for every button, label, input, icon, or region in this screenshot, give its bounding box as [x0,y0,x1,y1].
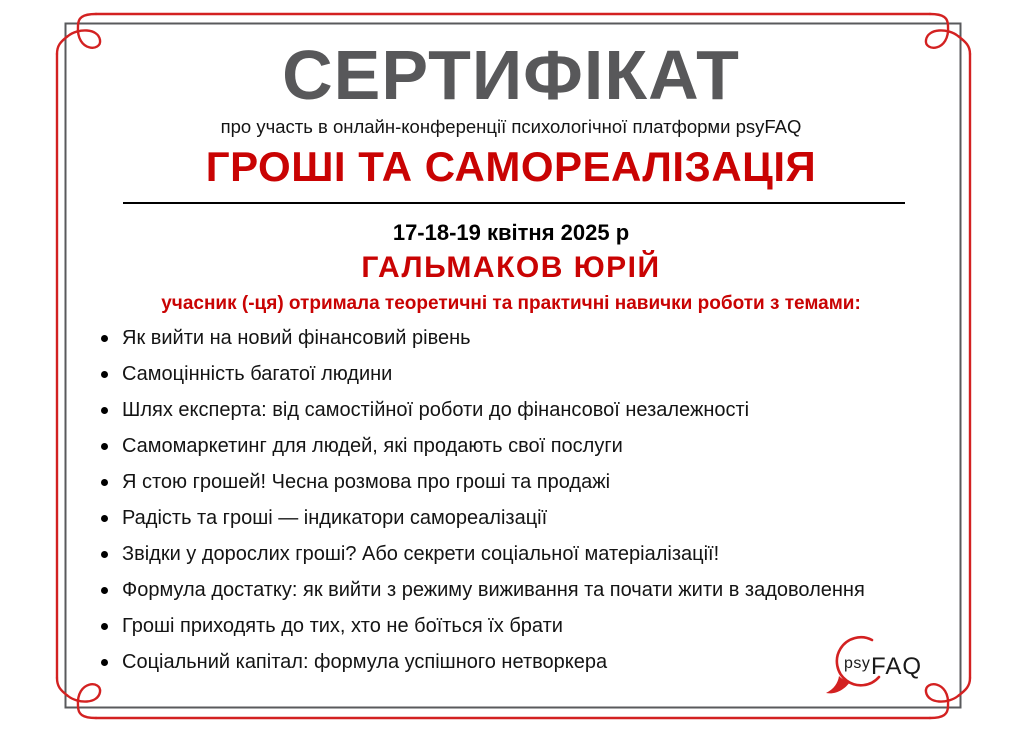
psyfaq-logo [810,626,924,700]
topic-item [0,500,982,536]
bullet-icon [101,623,108,630]
topic-item [0,536,982,572]
topic-item [0,572,982,608]
topic-text: Гроші приходять до тих, хто не боїться їх брати [122,614,563,637]
topic-item [0,428,982,464]
topic-text: Як вийти на новий фінансовий рівень [122,326,471,349]
certificate-subtitle: про участь в онлайн-конференції психологічної платформи psyFAQ [220,116,802,137]
bullet-icon [101,659,108,666]
bullet-icon [101,335,108,342]
topic-text: Я стою грошей! Чесна розмова про гроші та продажі [122,470,611,493]
topic-text: Самомаркетинг для людей, які продають свої послуги [122,434,623,457]
logo-psy-text: psy [844,655,871,672]
topic-item [0,320,982,356]
topic-text: Звідки у дорослих гроші? Або секрети соціальної матеріалізації! [122,542,720,565]
speech-bubble-tail-icon [826,676,850,693]
event-title: ГРОШІ ТА САМОРЕАЛІЗАЦІЯ [205,143,817,190]
bullet-icon [101,515,108,522]
topics-intro: учасник (-ця) отримала теоретичні та практичні навички роботи з темами: [161,293,861,314]
topic-text: Радість та гроші — індикатори самореалізації [122,506,548,529]
bullet-icon [101,479,108,486]
bullet-icon [101,371,108,378]
event-date: 17-18-19 квітня 2025 р [392,220,630,245]
corner-loop-bottom-left [57,678,100,718]
certificate-title: СЕРТИФІКАТ [282,36,740,114]
bullet-icon [101,587,108,594]
topic-text: Шлях експерта: від самостійної роботи до фінансової незалежності [122,398,750,421]
topic-item [0,464,982,500]
bullet-icon [101,551,108,558]
topic-item [0,392,982,428]
corner-loop-bottom-right [926,678,970,718]
divider-line [123,202,905,204]
topic-text: Соціальний капітал: формула успішного нетворкера [122,650,608,673]
topic-text: Самоцінність багатої людини [122,362,393,385]
recipient-name: ГАЛЬМАКОВ ЮРІЙ [361,251,661,284]
topic-text: Формула достатку: як вийти з режиму виживання та почати жити в задоволення [122,578,865,601]
bullet-icon [101,407,108,414]
topic-item [0,356,982,392]
logo-faq-text: FAQ [871,653,923,680]
bullet-icon [101,443,108,450]
